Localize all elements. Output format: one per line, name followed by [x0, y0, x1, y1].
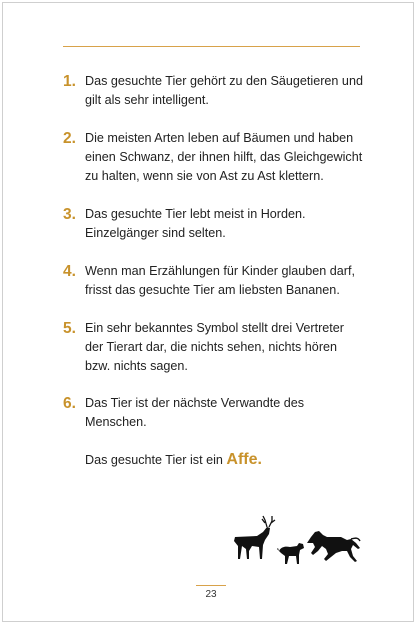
top-divider — [63, 46, 360, 47]
clue-number: 3. — [63, 206, 76, 223]
page-number-divider — [196, 585, 226, 586]
answer-word: Affe. — [226, 451, 262, 468]
book-page — [2, 2, 414, 622]
clue-4 — [63, 262, 363, 300]
animals-silhouette-icon — [227, 515, 367, 565]
answer-prefix: Das gesuchte Tier ist ein — [85, 453, 227, 467]
clue-text: Die meisten Arten leben auf Bäumen und haben einen Schwanz, der ihnen hilft, das Gleichgewicht zu halten, wenn sie von Ast zu Ast klettern. — [85, 131, 363, 183]
clue-1 — [63, 72, 363, 110]
clue-text: Das gesuchte Tier lebt meist in Horden. Einzelgänger sind selten. — [85, 207, 306, 240]
clue-number: 6. — [63, 395, 76, 412]
clue-5 — [63, 319, 363, 376]
clue-text: Ein sehr bekanntes Symbol stellt drei Vertreter der Tierart dar, die nichts sehen, nichts hören bzw. nichts sagen. — [85, 321, 344, 373]
clue-number: 1. — [63, 73, 76, 90]
clue-text: Das Tier ist der nächste Verwandte des Menschen. — [85, 396, 305, 429]
page-number: 23 — [205, 589, 217, 600]
clue-number: 5. — [63, 320, 76, 337]
clue-2 — [63, 129, 363, 186]
clue-3 — [63, 205, 363, 243]
clue-number: 2. — [63, 130, 76, 147]
answer-line — [85, 450, 262, 470]
clue-text: Das gesuchte Tier gehört zu den Säugetieren und gilt als sehr intelligent. — [85, 74, 363, 107]
clue-text: Wenn man Erzählungen für Kinder glauben darf, frisst das gesuchte Tier am liebsten Bananen. — [85, 264, 356, 297]
clue-6 — [63, 394, 363, 432]
clue-number: 4. — [63, 263, 76, 280]
